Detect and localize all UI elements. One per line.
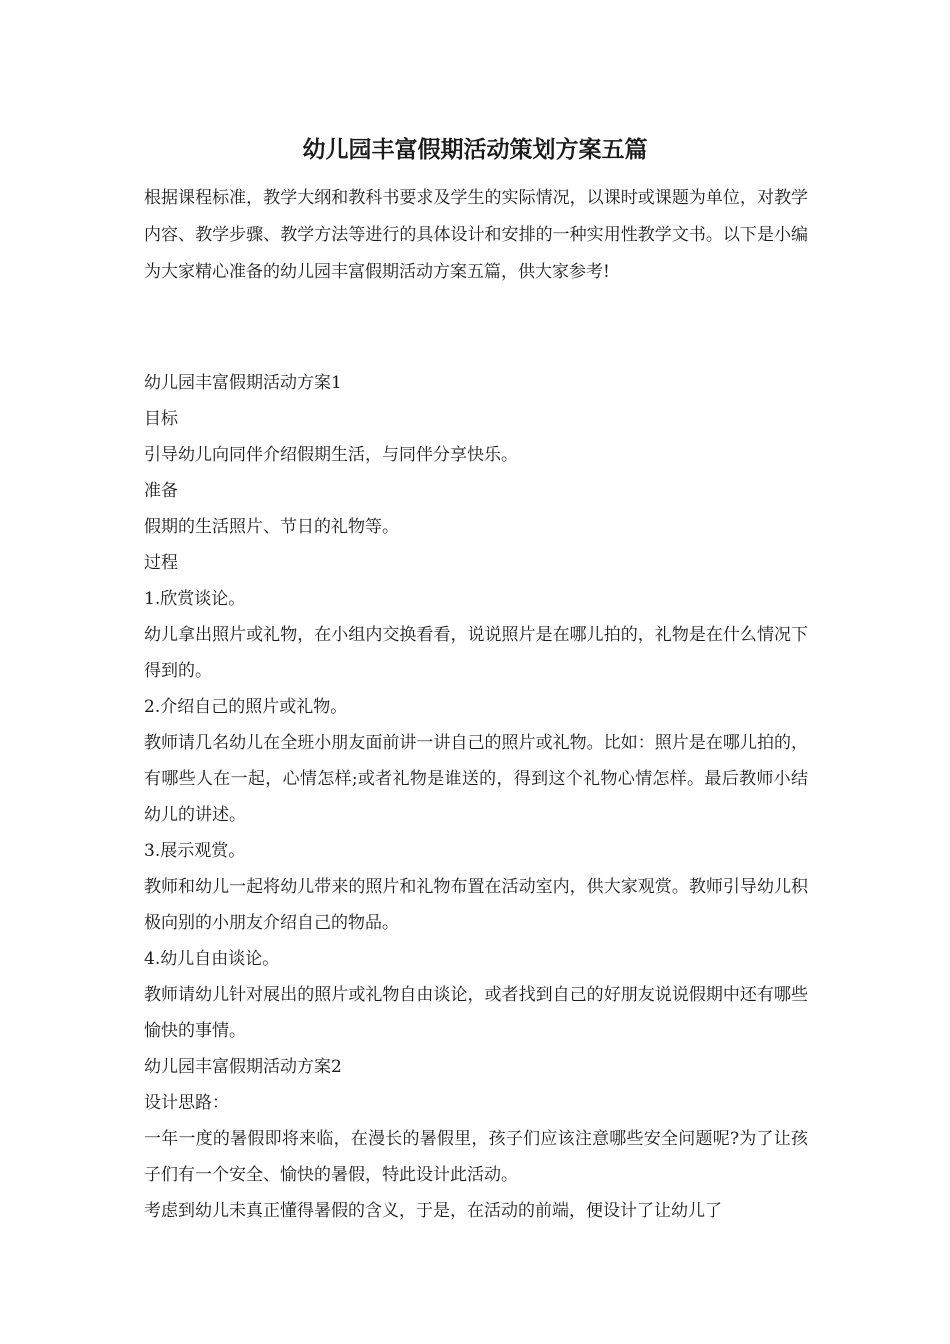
step-1-heading: 1.欣赏谈论。	[144, 589, 246, 609]
subheading-preparation: 准备	[144, 481, 178, 501]
step-4-heading: 4.幼儿自由谈论。	[144, 949, 280, 969]
subheading-goal: 目标	[144, 409, 178, 429]
step-2-text: 教师请几名幼儿在全班小朋友面前讲一讲自己的照片或礼物。比如：照片是在哪儿拍的，有哪些人在一起，心情怎样;或者礼物是谁送的，得到这个礼物心情怎样。最后教师小结幼儿的讲述。	[144, 733, 808, 825]
step-3-text: 教师和幼儿一起将幼儿带来的照片和礼物布置在活动室内，供大家观赏。教师引导幼儿积极向别的小朋友介绍自己的物品。	[144, 877, 808, 933]
intro-paragraph: 根据课程标准，教学大纲和教科书要求及学生的实际情况，以课时或课题为单位，对教学内容、教学步骤、教学方法等进行的具体设计和安排的一种实用性教学文书。以下是小编为大家精心准备的幼儿园丰富假期活动方案五篇，供大家参考!	[144, 188, 808, 282]
section-heading-plan-2: 幼儿园丰富假期活动方案2	[144, 1057, 342, 1077]
document-title: 幼儿园丰富假期活动策划方案五篇	[302, 136, 648, 163]
step-1-text: 幼儿拿出照片或礼物，在小组内交换看看，说说照片是在哪儿拍的，礼物是在什么情况下得到的。	[144, 625, 808, 681]
step-4-text: 教师请幼儿针对展出的照片或礼物自由谈论，或者找到自己的好朋友说说假期中还有哪些愉快的事情。	[144, 985, 808, 1041]
subheading-process: 过程	[144, 553, 178, 573]
subheading-design-idea: 设计思路：	[144, 1093, 229, 1113]
step-2-heading: 2.介绍自己的照片或礼物。	[144, 697, 348, 717]
paragraph-consideration: 考虑到幼儿未真正懂得暑假的含义，于是，在活动的前端，便设计了让幼儿了	[144, 1201, 722, 1221]
section-heading-plan-1: 幼儿园丰富假期活动方案1	[144, 373, 342, 393]
paragraph-goal: 引导幼儿向同伴介绍假期生活，与同伴分享快乐。	[144, 445, 518, 465]
document-body	[144, 365, 808, 1229]
paragraph-preparation: 假期的生活照片、节日的礼物等。	[144, 517, 399, 537]
paragraph-design-idea: 一年一度的暑假即将来临，在漫长的暑假里，孩子们应该注意哪些安全问题呢?为了让孩子们有一个安全、愉快的暑假，特此设计此活动。	[144, 1129, 808, 1185]
step-3-heading: 3.展示观赏。	[144, 841, 246, 861]
